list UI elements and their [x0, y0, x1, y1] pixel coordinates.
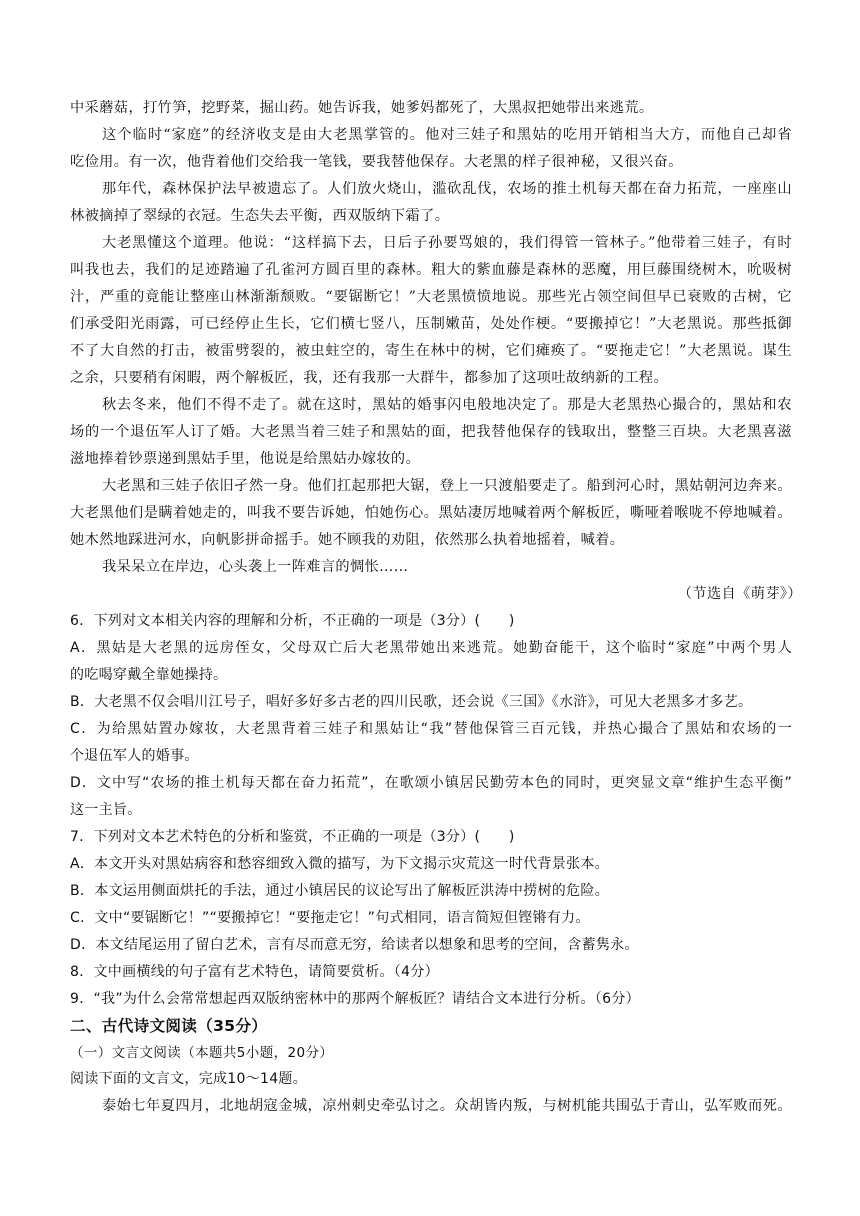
passage-line: 之余，只要稍有闲暇，两个解板匠，我，还有我那一大群牛，都参加了这项吐故纳新的工程。 — [70, 370, 669, 386]
subsection-heading: （一）文言文阅读（本题共5小题，20分） — [70, 1045, 334, 1061]
passage-line: 大老黑懂这个道理。他说：“这样搞下去，日后子孙要骂娘的，我们得管一管林子。”他带着三娃子，有时 — [102, 235, 792, 251]
question-7-option-d: D．本文结尾运用了留白艺术，言有尽而意无穷，给读者以想象和思考的空间，含蓄隽永。 — [70, 937, 639, 953]
question-6-option-c: C．为给黑姑置办嫁妆，大老黑背着三娃子和黑姑让“我”替他保管三百元钱，并热心撮合了黑姑和农场的一 — [70, 721, 792, 737]
question-8: 8．文中画横线的句子富有艺术特色，请简要赏析。（4分） — [70, 964, 439, 980]
passage-line: 叫我也去，我们的足迹踏遍了孔雀河方圆百里的森林。粗大的紫血藤是森林的恶魔，用巨藤围绕树木，吮吸树 — [70, 262, 792, 278]
passage-line: 中采蘑菇，打竹笋，挖野菜，掘山药。她告诉我，她爹妈都死了，大黑叔把她带出来逃荒。 — [70, 100, 654, 116]
passage-line: 林被摘掉了翠绿的衣冠。生态失去平衡，西双版纳下霜了。 — [70, 208, 450, 224]
question-6-option-d: D．文中写“农场的推土机每天都在奋力拓荒”，在歌颂小镇居民勤劳本色的同时，更突显文章“维护生态平衡” — [70, 775, 792, 791]
question-6-option-a: A．黑姑是大老黑的远房侄女，父母双亡后大老黑带她出来逃荒。她勤奋能干，这个临时“家庭”中两个男人 — [70, 640, 792, 656]
question-6-option-b: B．大老黑不仅会唱川江号子，唱好多好多古老的四川民歌，还会说《三国》《水浒》，可见大老黑多才多艺。 — [70, 694, 753, 710]
question-7-stem: 7．下列对文本艺术特色的分析和鉴赏，不正确的一项是（3分）( ) — [70, 829, 515, 845]
question-6-option-d-cont: 这一主旨。 — [70, 802, 142, 818]
passage-line: 汁，严重的竟能让整座山林渐渐颓败。“要锯断它！”大老黑愤愤地说。那些光占领空间但早已衰败的古树，它 — [70, 289, 792, 305]
question-6-stem: 6．下列对文本相关内容的理解和分析，不正确的一项是（3分）( ) — [70, 613, 515, 629]
section-heading: 二、古代诗文阅读（35分） — [70, 1017, 268, 1035]
passage-line: 秋去冬来，他们不得不走了。就在这时，黑姑的婚事闪电般地决定了。那是大老黑热心撮合的，黑姑和农 — [102, 397, 792, 413]
question-7-option-a: A．本文开头对黑姑病容和愁容细致入微的描写，为下文揭示灾荒这一时代背景张本。 — [70, 856, 609, 872]
passage-line: 她木然地踩进河水，向帆影拼命摇手。她不顾我的劝阻，依然那么执着地摇着，喊着。 — [70, 532, 625, 548]
passage-line: 们承受阳光雨露，可已经停止生长，它们横七竖八，压制嫩苗，处处作梗。“要搬掉它！”大老黑说。那些抵御 — [70, 316, 792, 332]
question-7-option-c: C．文中“要锯断它！”“要搬掉它！“要拖走它！”句式相同，语言简短但铿锵有力。 — [70, 910, 590, 926]
passage-line: 我呆呆立在岸边，心头袭上一阵难言的惆怅…… — [102, 559, 409, 575]
classical-text-line: 泰始七年夏四月，北地胡寇金城，凉州刺史牵弘讨之。众胡皆内叛，与树机能共围弘于青山，弘军败而死。 — [102, 1098, 792, 1114]
question-9: 9．“我”为什么会常常想起西双版纳密林中的那两个解板匠？请结合文本进行分析。（6分） — [70, 991, 640, 1007]
passage-source: （节选自《萌芽》） — [677, 586, 802, 602]
passage-line: 大老黑他们是瞒着她走的，叫我不要告诉她，怕她伤心。黑姑凄厉地喊着两个解板匠，嘶哑着喉咙不停地喊着。 — [70, 505, 792, 521]
passage-line: 那年代，森林保护法早被遗忘了。人们放火烧山，滥砍乱伐，农场的推土机每天都在奋力拓荒，一座座山 — [102, 181, 792, 197]
question-6-option-c-cont: 个退伍军人的婚事。 — [70, 748, 199, 764]
passage-line: 滋地捧着钞票递到黑姑手里，他说是给黑姑办嫁妆的。 — [70, 451, 421, 467]
passage-line: 不了大自然的打击，被雷劈裂的，被虫蛀空的，寄生在林中的树，它们瘫痪了。“要拖走它！”大老黑说。谋生 — [70, 343, 792, 359]
passage-line: 这个临时“家庭”的经济收支是由大老黑掌管的。他对三娃子和黑姑的吃用开销相当大方，而他自己却省 — [102, 127, 792, 143]
question-7-option-b: B．本文运用侧面烘托的手法，通过小镇居民的议论写出了解板匠洪涛中捞树的危险。 — [70, 883, 610, 899]
passage-line: 场的一个退伍军人订了婚。大老黑当着三娃子和黑姑的面，把我替他保存的钱取出，整整三百块。大老黑喜滋 — [70, 424, 792, 440]
question-6-option-a-cont: 的吃喝穿戴全靠她操持。 — [70, 667, 228, 683]
passage-line: 大老黑和三娃子依旧孑然一身。他们扛起那把大锯，登上一只渡船要走了。船到河心时，黑姑朝河边奔来。 — [102, 478, 792, 494]
reading-instruction: 阅读下面的文言文，完成10～14题。 — [70, 1071, 308, 1087]
passage-line: 吃俭用。有一次，他背着他们交给我一笔钱，要我替他保存。大老黑的样子很神秘，又很兴奋。 — [70, 154, 683, 170]
